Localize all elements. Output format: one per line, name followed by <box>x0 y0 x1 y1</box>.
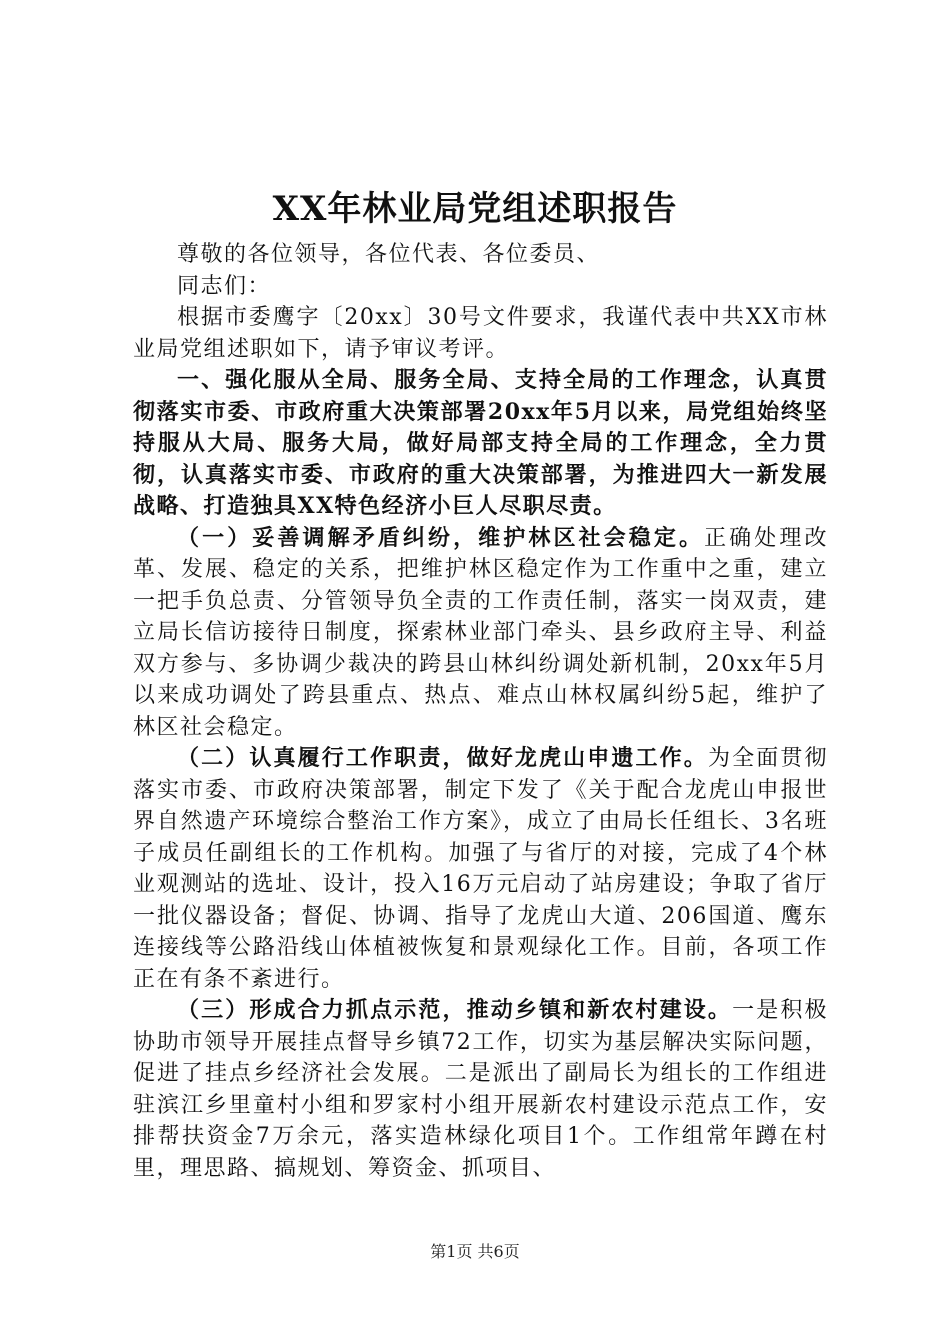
item-3-heading: （三）形成合力抓点示范，推动乡镇和新农村建设。 <box>177 997 733 1023</box>
intro-paragraph: 根据市委鹰字〔20xx〕30号文件要求，我谨代表中共XX市林业局党组述职如下，请予审议考评。 <box>133 305 828 362</box>
item-1-text: 正确处理改革、发展、稳定的关系，把维护林区稳定作为工作重中之重，建立一把手负总责、分管领导负全责的工作责任制，落实一岗双责，建立局长信访接待日制度，探索林业部门牵头、县乡政府主导、利益双方参与、多协调少裁决的跨县山林纠纷调处新机制，20xx年5月以来成功调处了跨县重点、热点、难点山林权属纠纷5起，维护了林区社会稳定。 <box>133 525 828 740</box>
section-1-paragraph: 一、强化服从全局、服务全局、支持全局的工作理念，认真贯彻落实市委、市政府重大决策部署20xx年5月以来，局党组始终坚持服从大局、服务大局，做好局部支持全局的工作理念，全力贯彻，认真落实市委、市政府的重大决策部署，为推进四大一新发展战略、打造独具XX特色经济小巨人尽职尽责。 <box>133 367 828 519</box>
item-2-heading: （二）认真履行工作职责，做好龙虎山申遗工作。 <box>177 745 708 771</box>
item-3-text: 一是积极协助市领导开展挂点督导乡镇72工作，切实为基层解决实际问题，促进了挂点乡经济社会发展。二是派出了副局长为组长的工作组进驻滨江乡里童村小组和罗家村小组开展新农村建设示范点工作，安排帮扶资金7万余元，落实造林绿化项目1个。工作组常年蹲在村里，理思路、搞规划、筹资金、抓项目、 <box>133 998 828 1181</box>
item-2-paragraph <box>133 743 828 995</box>
item-2-text: 为全面贯彻落实市委、市政府决策部署，制定下发了《关于配合龙虎山申报世界自然遗产环境综合整治工作方案》，成立了由局长任组长、3名班子成员任副组长的工作机构。加强了与省厅的对接，完成了4个林业观测站的选址、设计，投入16万元启动了站房建设；争取了省厅一批仪器设备；督促、协调、指导了龙虎山大道、206国道、鹰东连接线等公路沿线山体植被恢复和景观绿化工作。目前，各项工作正在有条不紊进行。 <box>133 746 828 992</box>
item-1-heading: （一）妥善调解矛盾纠纷，维护林区社会稳定。 <box>177 524 705 551</box>
document-title: XX年林业局党组述职报告 <box>272 189 678 229</box>
salutation-line-2: 同志们： <box>177 273 272 299</box>
salutation-line-1: 尊敬的各位领导，各位代表、各位委员、 <box>177 242 601 267</box>
page-footer: 第1页 共6页 <box>430 1242 520 1261</box>
item-1-paragraph <box>133 523 828 744</box>
item-3-paragraph <box>133 995 828 1184</box>
document-body <box>133 239 828 1184</box>
